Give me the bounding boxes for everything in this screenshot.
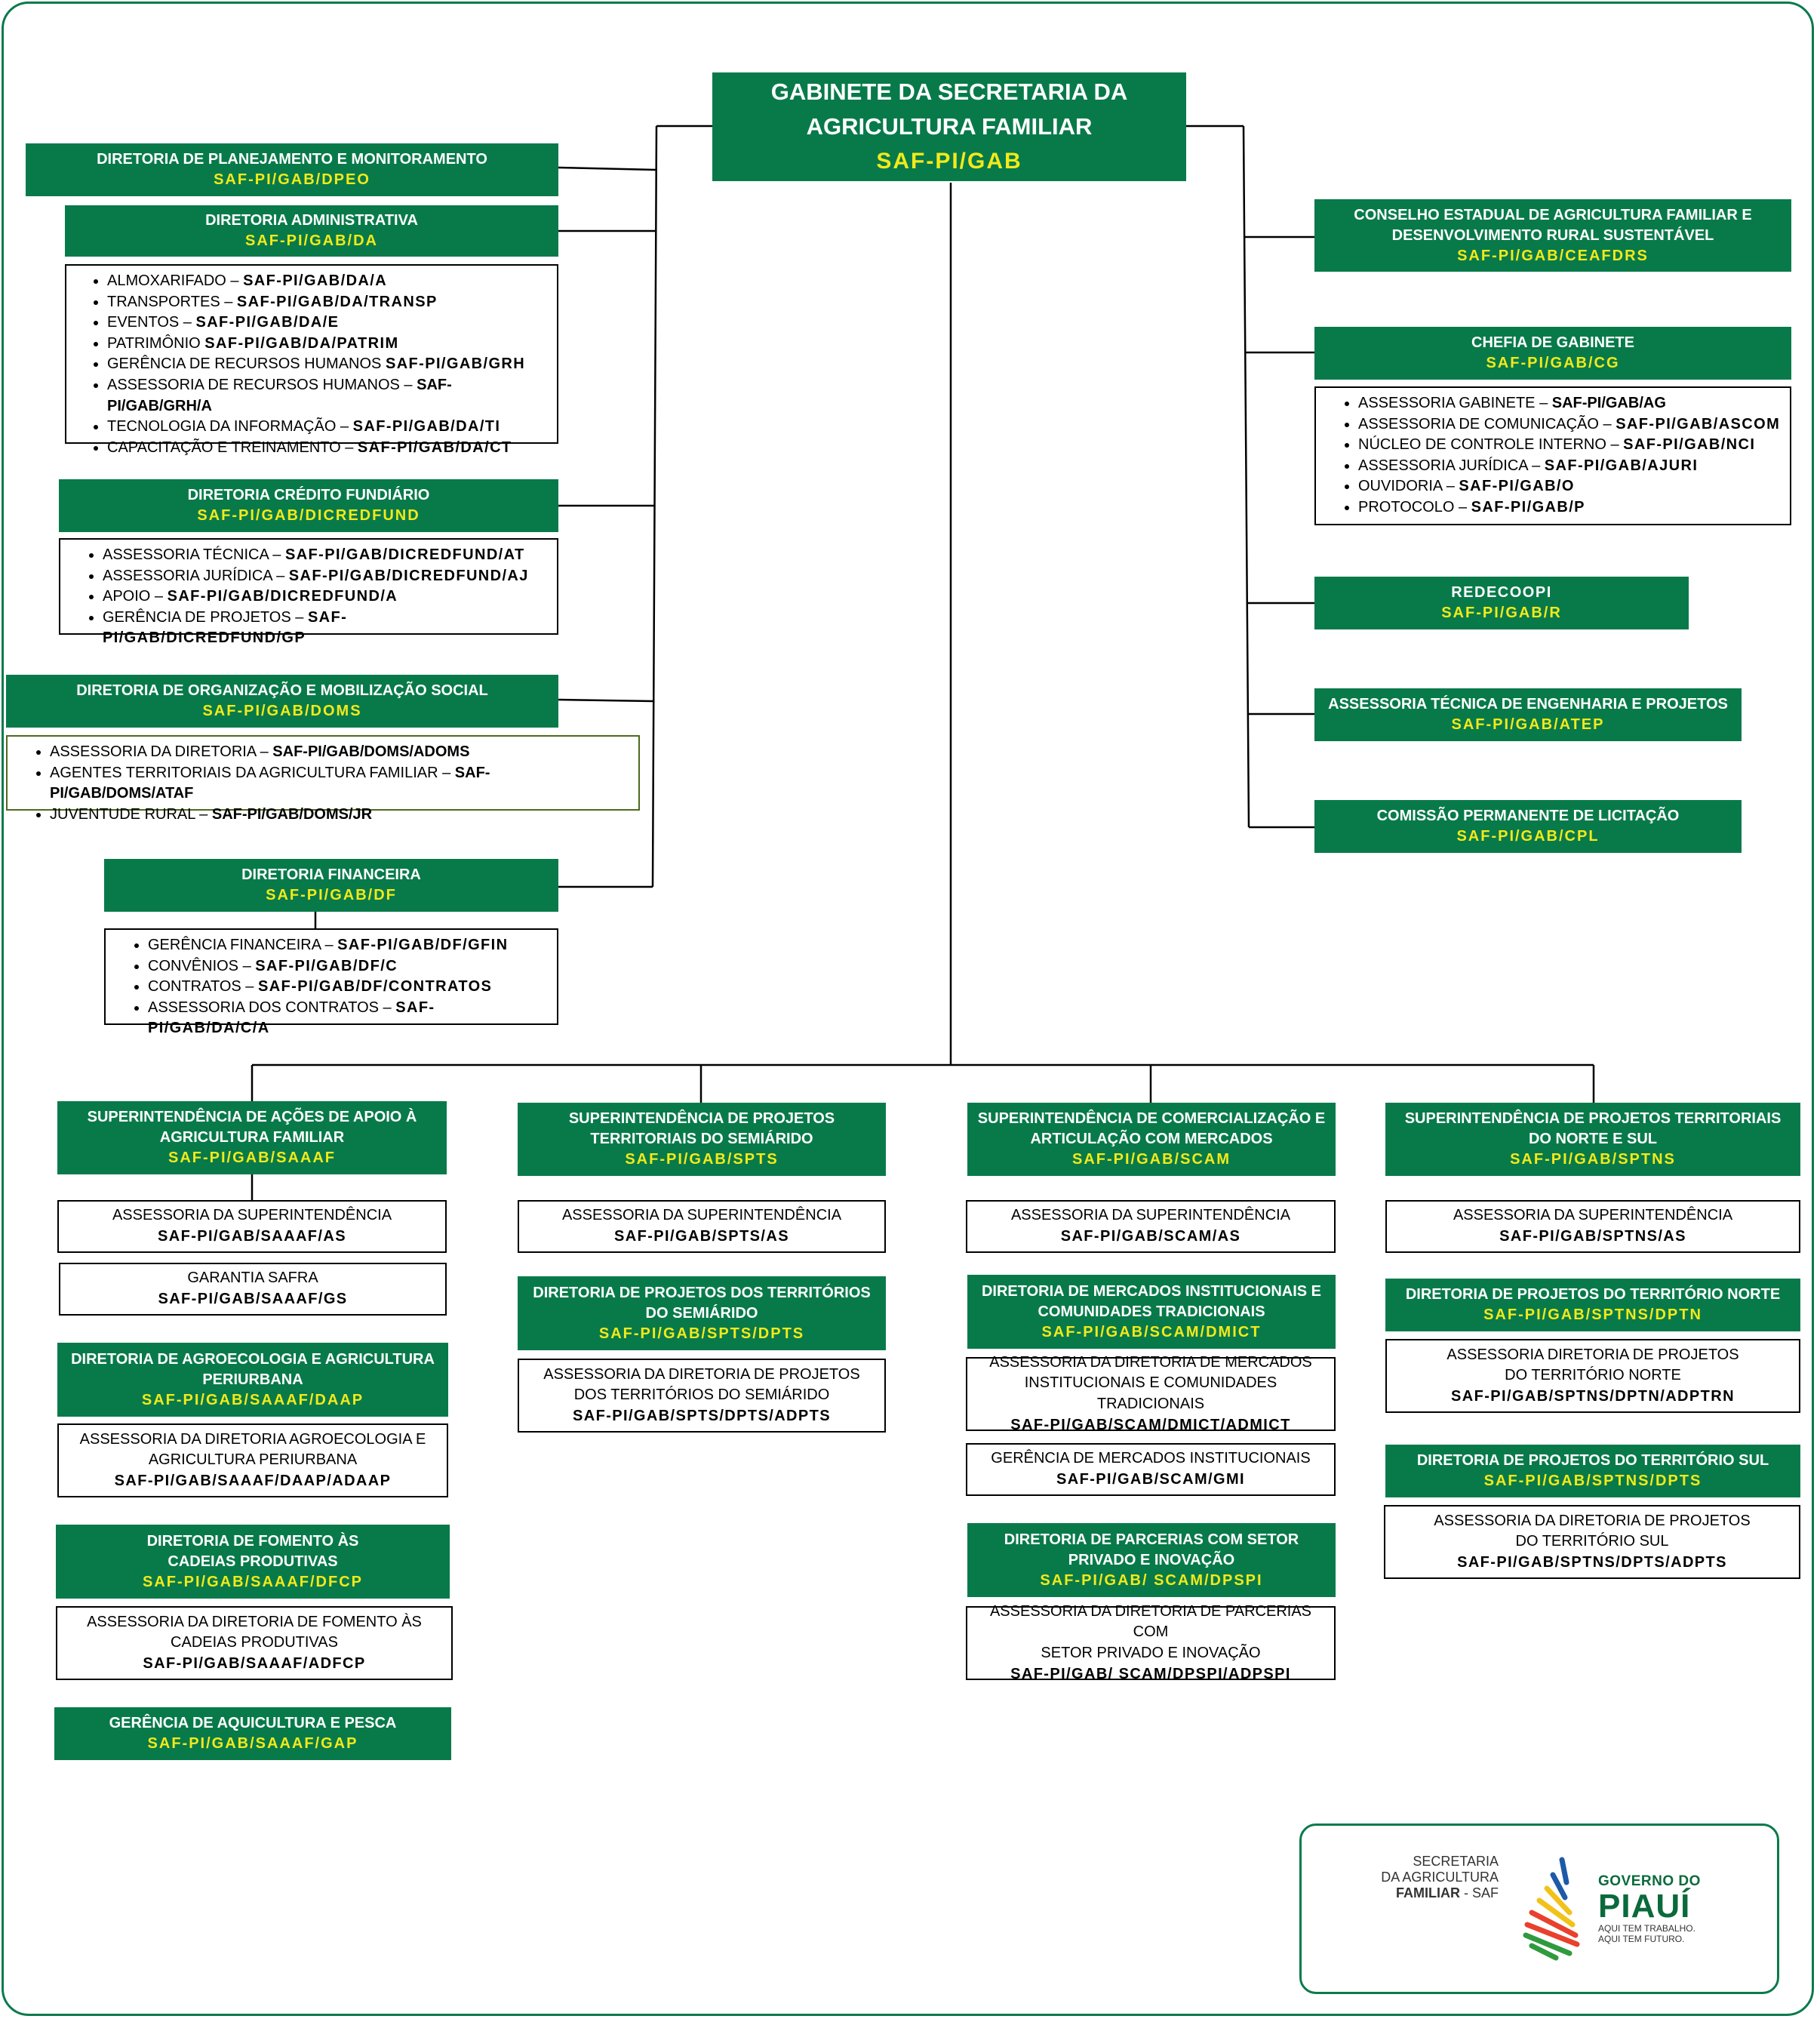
cg-item: • ASSESSORIA DE COMUNICAÇÃO – SAF-PI/GAB/ASCOM <box>1358 414 1782 435</box>
atep-title: ASSESSORIA TÉCNICA DE ENGENHARIA E PROJETOS <box>1328 696 1728 712</box>
df-item: • GERÊNCIA FINANCEIRA – SAF-PI/GAB/DF/GFIN <box>148 935 549 956</box>
df-item: • CONVÊNIOS – SAF-PI/GAB/DF/C <box>148 956 549 977</box>
gap-box[interactable]: GERÊNCIA DE AQUICULTURA E PESCA SAF-PI/GAB/SAAAF/GAP <box>54 1707 451 1760</box>
dicredfund-title: DIRETORIA CRÉDITO FUNDIÁRIO <box>187 487 430 503</box>
da-code: SAF-PI/GAB/DA <box>245 232 378 249</box>
df-item: • CONTRATOS – SAF-PI/GAB/DF/CONTRATOS <box>148 977 549 998</box>
da-list <box>65 264 558 456</box>
da-item: • TRANSPORTES – SAF-PI/GAB/DA/TRANSP <box>107 292 549 313</box>
saaaf-title-line1: SUPERINTENDÊNCIA DE AÇÕES DE APOIO À <box>87 1109 417 1125</box>
df-title: DIRETORIA FINANCEIRA <box>241 866 421 883</box>
sptns-adpts-box: ASSESSORIA DA DIRETORIA DE PROJETOS DO TERRITÓRIO SUL SAF-PI/GAB/SPTNS/DPTS/ADPTS <box>1384 1505 1800 1579</box>
ceafdrs-code: SAF-PI/GAB/CEAFDRS <box>1457 247 1649 264</box>
dptn-box[interactable]: DIRETORIA DE PROJETOS DO TERRITÓRIO NORTE SAF-PI/GAB/SPTNS/DPTN <box>1385 1279 1800 1331</box>
da-title: DIRETORIA ADMINISTRATIVA <box>205 212 418 229</box>
ceafdrs-title-line2: DESENVOLVIMENTO RURAL SUSTENTÁVEL <box>1391 226 1714 244</box>
da-item: • PATRIMÔNIO SAF-PI/GAB/DA/PATRIM <box>107 334 549 355</box>
scam-as-box: ASSESSORIA DA SUPERINTENDÊNCIA SAF-PI/GAB/SCAM/AS <box>966 1200 1336 1253</box>
da-item: • EVENTOS – SAF-PI/GAB/DA/E <box>107 312 549 334</box>
da-item: • ALMOXARIFADO – SAF-PI/GAB/DA/A <box>107 271 549 292</box>
doms-item: • AGENTES TERRITORIAIS DA AGRICULTURA FAMILIAR – SAF-PI/GAB/DOMS/ATAF <box>50 763 631 805</box>
redecoopi-title: REDECOOPI <box>1451 584 1552 601</box>
doms-item: • ASSESSORIA DA DIRETORIA – SAF-PI/GAB/DOMS/ADOMS <box>50 742 631 763</box>
spts-dpts-box[interactable]: DIRETORIA DE PROJETOS DOS TERRITÓRIOS DO SEMIÁRIDO SAF-PI/GAB/SPTS/DPTS <box>518 1276 886 1350</box>
dicredfund-item: • ASSESSORIA JURÍDICA – SAF-PI/GAB/DICREDFUND/AJ <box>103 566 549 587</box>
dfcp-box[interactable]: DIRETORIA DE FOMENTO ÀS CADEIAS PRODUTIVAS SAF-PI/GAB/SAAAF/DFCP <box>56 1525 450 1599</box>
saaaf-as-box: ASSESSORIA DA SUPERINTENDÊNCIA SAF-PI/GAB/SAAAF/AS <box>57 1200 447 1253</box>
cg-item: • ASSESSORIA JURÍDICA – SAF-PI/GAB/AJURI <box>1358 456 1782 477</box>
cpl-code: SAF-PI/GAB/CPL <box>1456 828 1600 845</box>
dicredfund-list <box>59 538 558 647</box>
saaaf-box[interactable] <box>57 1101 447 1174</box>
atep-code: SAF-PI/GAB/ATEP <box>1451 716 1605 733</box>
saaaf-code: SAF-PI/GAB/SAAAF <box>168 1149 336 1166</box>
spts-adpts-box: ASSESSORIA DA DIRETORIA DE PROJETOS DOS TERRITÓRIOS DO SEMIÁRIDO SAF-PI/GAB/SPTS/DPTS/ADPTS <box>518 1359 886 1433</box>
atep-box[interactable] <box>1314 688 1742 741</box>
doms-title: DIRETORIA DE ORGANIZAÇÃO E MOBILIZAÇÃO SOCIAL <box>76 682 488 699</box>
dpspi-box[interactable]: DIRETORIA DE PARCERIAS COM SETOR PRIVADO E INOVAÇÃO SAF-PI/GAB/ SCAM/DPSPI <box>967 1523 1336 1597</box>
da-box[interactable] <box>65 205 558 257</box>
dpeo-code: SAF-PI/GAB/DPEO <box>214 171 370 188</box>
scam-box[interactable]: SUPERINTENDÊNCIA DE COMERCIALIZAÇÃO E ARTICULAÇÃO COM MERCADOS SAF-PI/GAB/SCAM <box>967 1103 1336 1176</box>
cg-title: CHEFIA DE GABINETE <box>1471 334 1634 351</box>
sptns-box[interactable]: SUPERINTENDÊNCIA DE PROJETOS TERRITORIAIS DO NORTE E SUL SAF-PI/GAB/SPTNS <box>1385 1103 1800 1176</box>
cg-code: SAF-PI/GAB/CG <box>1486 355 1620 371</box>
cg-item: • PROTOCOLO – SAF-PI/GAB/P <box>1358 497 1782 519</box>
doms-item: • JUVENTUDE RURAL – SAF-PI/GAB/DOMS/JR <box>50 805 631 826</box>
saaaf-gs-box: GARANTIA SAFRA SAF-PI/GAB/SAAAF/GS <box>59 1263 447 1316</box>
gabinete-box[interactable] <box>712 72 1186 181</box>
admict-box: ASSESSORIA DA DIRETORIA DE MERCADOS INSTITUCIONAIS E COMUNIDADES TRADICIONAIS SAF-PI/GAB/SCAM/DMICT/ADMICT <box>966 1357 1336 1431</box>
spts-box[interactable]: SUPERINTENDÊNCIA DE PROJETOS TERRITORIAIS DO SEMIÁRIDO SAF-PI/GAB/SPTS <box>518 1103 886 1176</box>
doms-code: SAF-PI/GAB/DOMS <box>202 703 362 719</box>
dicredfund-item: • GERÊNCIA DE PROJETOS – SAF-PI/GAB/DICREDFUND/GP <box>103 608 549 649</box>
df-item: • ASSESSORIA DOS CONTRATOS – SAF-PI/GAB/DA/C/A <box>148 998 549 1039</box>
gmi-box: GERÊNCIA DE MERCADOS INSTITUCIONAIS SAF-PI/GAB/SCAM/GMI <box>966 1443 1336 1496</box>
adfcp-box: ASSESSORIA DA DIRETORIA DE FOMENTO ÀS CADEIAS PRODUTIVAS SAF-PI/GAB/SAAAF/ADFCP <box>56 1606 453 1680</box>
dmict-box[interactable]: DIRETORIA DE MERCADOS INSTITUCIONAIS E COMUNIDADES TRADICIONAIS SAF-PI/GAB/SCAM/DMICT <box>967 1275 1336 1349</box>
ceafdrs-title-line1: CONSELHO ESTADUAL DE AGRICULTURA FAMILIAR E <box>1354 206 1752 223</box>
dicredfund-box[interactable] <box>59 479 558 532</box>
dicredfund-item: • ASSESSORIA TÉCNICA – SAF-PI/GAB/DICREDFUND/AT <box>103 545 549 566</box>
adaap-box: ASSESSORIA DA DIRETORIA AGROECOLOGIA E AGRICULTURA PERIURBANA SAF-PI/GAB/SAAAF/DAAP/ADAAP <box>57 1423 448 1497</box>
cg-item: • NÚCLEO DE CONTROLE INTERNO – SAF-PI/GAB/NCI <box>1358 435 1782 456</box>
saaaf-title-line2: AGRICULTURA FAMILIAR <box>159 1129 345 1146</box>
cpl-box[interactable] <box>1314 800 1742 853</box>
doms-box[interactable] <box>6 675 558 728</box>
dicredfund-item: • APOIO – SAF-PI/GAB/DICREDFUND/A <box>103 586 549 608</box>
cpl-title: COMISSÃO PERMANENTE DE LICITAÇÃO <box>1376 808 1680 824</box>
da-item: • TECNOLOGIA DA INFORMAÇÃO – SAF-PI/GAB/DA/TI <box>107 417 549 438</box>
piaui-map-icon <box>1517 1852 1592 1965</box>
gabinete-code: SAF-PI/GAB <box>876 149 1022 174</box>
gabinete-title-line1: GABINETE DA SECRETARIA DA <box>770 78 1128 105</box>
da-item: • GERÊNCIA DE RECURSOS HUMANOS SAF-PI/GAB/GRH <box>107 354 549 375</box>
cg-list <box>1314 386 1791 525</box>
sptns-dpts-box[interactable]: DIRETORIA DE PROJETOS DO TERRITÓRIO SUL SAF-PI/GAB/SPTNS/DPTS <box>1385 1445 1800 1497</box>
doms-list <box>6 735 640 823</box>
saf-logo-text: SECRETARIA DA AGRICULTURA FAMILIAR - SAF <box>1381 1854 1499 1900</box>
df-box[interactable] <box>104 859 558 912</box>
redecoopi-code: SAF-PI/GAB/R <box>1441 605 1562 621</box>
cg-item: • OUVIDORIA – SAF-PI/GAB/O <box>1358 476 1782 497</box>
df-list <box>104 928 558 1037</box>
da-item: • CAPACITAÇÃO E TREINAMENTO – SAF-PI/GAB/DA/CT <box>107 438 549 459</box>
redecoopi-box[interactable] <box>1314 577 1689 629</box>
governo-piaui-logo: GOVERNO DO PIAUÍ AQUI TEM TRABALHO. AQUI TEM FUTURO. <box>1598 1873 1701 1944</box>
gabinete-title-line2: AGRICULTURA FAMILIAR <box>806 113 1093 140</box>
ceafdrs-box[interactable] <box>1314 199 1791 272</box>
dicredfund-code: SAF-PI/GAB/DICREDFUND <box>197 507 420 524</box>
dpeo-title: DIRETORIA DE PLANEJAMENTO E MONITORAMENTO <box>97 151 487 168</box>
cg-box[interactable] <box>1314 327 1791 380</box>
sptns-as-box: ASSESSORIA DA SUPERINTENDÊNCIA SAF-PI/GAB/SPTNS/AS <box>1385 1200 1800 1253</box>
df-code: SAF-PI/GAB/DF <box>266 887 397 903</box>
dpeo-box[interactable] <box>26 143 558 196</box>
daap-box[interactable]: DIRETORIA DE AGROECOLOGIA E AGRICULTURA PERIURBANA SAF-PI/GAB/SAAAF/DAAP <box>57 1343 448 1417</box>
cg-item: • ASSESSORIA GABINETE – SAF-PI/GAB/AG <box>1358 393 1782 414</box>
da-item: • ASSESSORIA DE RECURSOS HUMANOS – SAF-PI/GAB/GRH/A <box>107 375 549 417</box>
adptrn-box: ASSESSORIA DIRETORIA DE PROJETOS DO TERRITÓRIO NORTE SAF-PI/GAB/SPTNS/DPTN/ADPTRN <box>1385 1339 1800 1413</box>
spts-as-box: ASSESSORIA DA SUPERINTENDÊNCIA SAF-PI/GAB/SPTS/AS <box>518 1200 886 1253</box>
adpspi-box: ASSESSORIA DA DIRETORIA DE PARCERIAS COM SETOR PRIVADO E INOVAÇÃO SAF-PI/GAB/ SCAM/DPSPI/ADPSPI <box>966 1606 1336 1680</box>
